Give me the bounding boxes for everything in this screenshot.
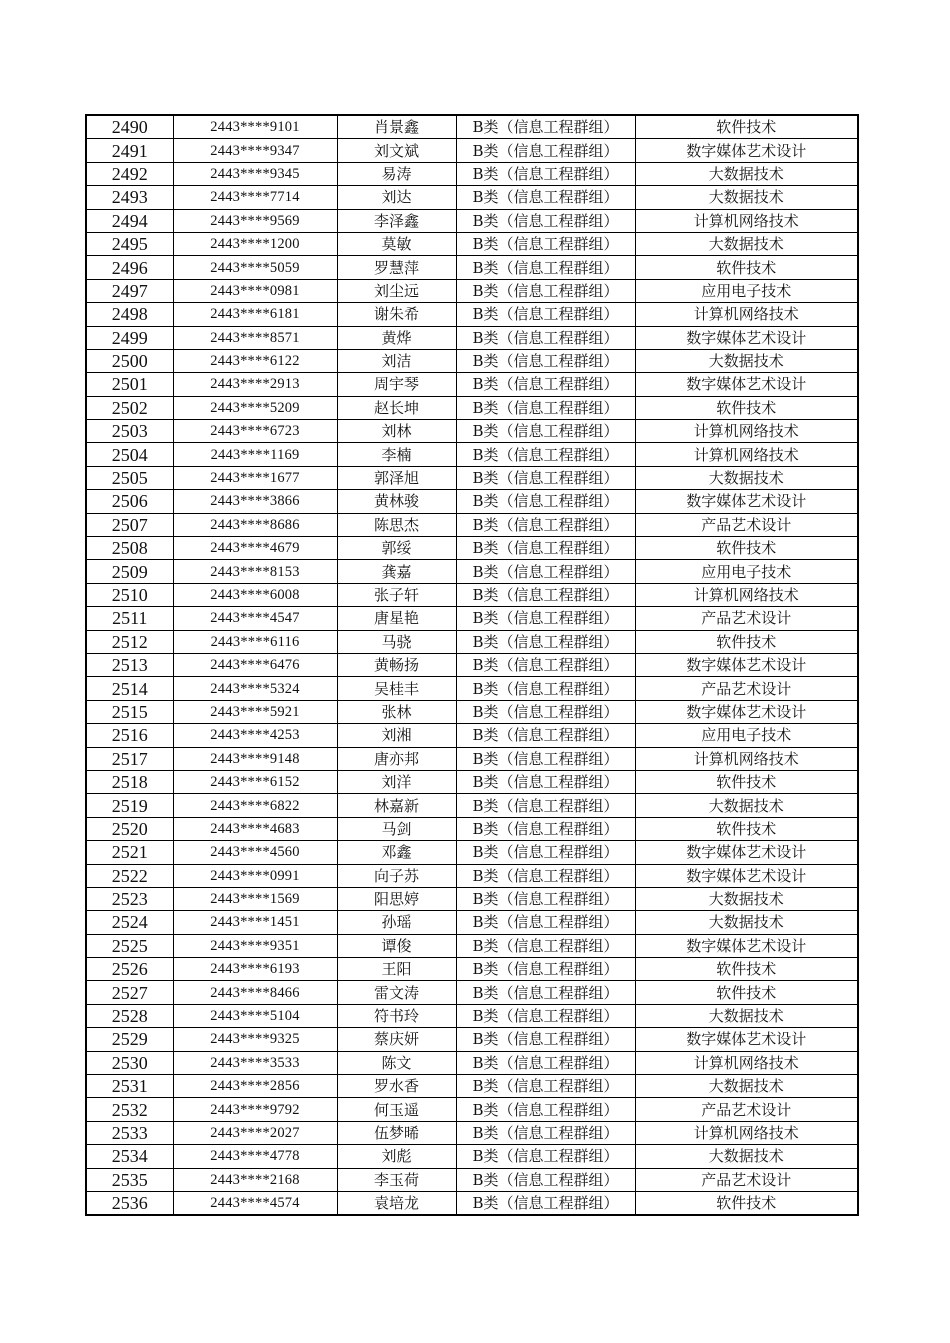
id-cell: 2443****4560 [173,841,337,864]
category-cell: B类（信息工程群组） [456,607,635,630]
id-cell: 2443****9325 [173,1028,337,1051]
major-cell: 数字媒体艺术设计 [635,1028,858,1051]
id-cell: 2443****4574 [173,1191,337,1215]
table-row [86,934,858,957]
name-cell: 郭绥 [337,537,456,560]
table-row [86,537,858,560]
seq-cell: 2519 [86,794,173,817]
major-cell: 大数据技术 [635,349,858,372]
category-cell: B类（信息工程群组） [456,1121,635,1144]
major-cell: 大数据技术 [635,466,858,489]
seq-cell: 2511 [86,607,173,630]
id-cell: 2443****2027 [173,1121,337,1144]
category-cell: B类（信息工程群组） [456,677,635,700]
seq-cell: 2490 [86,115,173,139]
id-cell: 2443****6723 [173,420,337,443]
table-row [86,162,858,185]
seq-cell: 2508 [86,537,173,560]
category-cell: B类（信息工程群组） [456,724,635,747]
name-cell: 李玉荷 [337,1168,456,1191]
table-row [86,747,858,770]
major-cell: 数字媒体艺术设计 [635,841,858,864]
category-cell: B类（信息工程群组） [456,186,635,209]
category-cell: B类（信息工程群组） [456,864,635,887]
name-cell: 何玉遥 [337,1098,456,1121]
id-cell: 2443****2913 [173,373,337,396]
major-cell: 产品艺术设计 [635,677,858,700]
id-cell: 2443****6193 [173,958,337,981]
category-cell: B类（信息工程群组） [456,560,635,583]
name-cell: 易涛 [337,162,456,185]
name-cell: 符书玲 [337,1004,456,1027]
major-cell: 数字媒体艺术设计 [635,864,858,887]
name-cell: 肖景鑫 [337,115,456,139]
major-cell: 软件技术 [635,981,858,1004]
seq-cell: 2523 [86,887,173,910]
seq-cell: 2513 [86,653,173,676]
table-row [86,1145,858,1168]
category-cell: B类（信息工程群组） [456,162,635,185]
category-cell: B类（信息工程群组） [456,1191,635,1215]
name-cell: 孙瑶 [337,911,456,934]
major-cell: 大数据技术 [635,1075,858,1098]
id-cell: 2443****5059 [173,256,337,279]
category-cell: B类（信息工程群组） [456,396,635,419]
id-cell: 2443****8466 [173,981,337,1004]
id-cell: 2443****9101 [173,115,337,139]
id-cell: 2443****9148 [173,747,337,770]
major-cell: 产品艺术设计 [635,1168,858,1191]
category-cell: B类（信息工程群组） [456,256,635,279]
category-cell: B类（信息工程群组） [456,934,635,957]
name-cell: 唐星艳 [337,607,456,630]
name-cell: 罗慧萍 [337,256,456,279]
seq-cell: 2527 [86,981,173,1004]
major-cell: 数字媒体艺术设计 [635,700,858,723]
major-cell: 应用电子技术 [635,724,858,747]
major-cell: 数字媒体艺术设计 [635,490,858,513]
category-cell: B类（信息工程群组） [456,817,635,840]
seq-cell: 2512 [86,630,173,653]
seq-cell: 2521 [86,841,173,864]
major-cell: 产品艺术设计 [635,513,858,536]
category-cell: B类（信息工程群组） [456,958,635,981]
category-cell: B类（信息工程群组） [456,1075,635,1098]
seq-cell: 2534 [86,1145,173,1168]
name-cell: 张林 [337,700,456,723]
major-cell: 大数据技术 [635,232,858,255]
table-row [86,326,858,349]
category-cell: B类（信息工程群组） [456,981,635,1004]
major-cell: 数字媒体艺术设计 [635,139,858,162]
table-row [86,232,858,255]
major-cell: 大数据技术 [635,1145,858,1168]
category-cell: B类（信息工程群组） [456,653,635,676]
major-cell: 产品艺术设计 [635,607,858,630]
id-cell: 2443****9569 [173,209,337,232]
name-cell: 阳思婷 [337,887,456,910]
major-cell: 软件技术 [635,958,858,981]
table-row [86,349,858,372]
table-row [86,466,858,489]
table-row [86,490,858,513]
category-cell: B类（信息工程群组） [456,279,635,302]
id-cell: 2443****6152 [173,770,337,793]
name-cell: 刘达 [337,186,456,209]
seq-cell: 2531 [86,1075,173,1098]
id-cell: 2443****0981 [173,279,337,302]
id-cell: 2443****1677 [173,466,337,489]
seq-cell: 2495 [86,232,173,255]
seq-cell: 2529 [86,1028,173,1051]
table-row [86,794,858,817]
category-cell: B类（信息工程群组） [456,420,635,443]
name-cell: 向子苏 [337,864,456,887]
seq-cell: 2530 [86,1051,173,1074]
category-cell: B类（信息工程群组） [456,139,635,162]
seq-cell: 2535 [86,1168,173,1191]
seq-cell: 2507 [86,513,173,536]
table-row [86,396,858,419]
name-cell: 邓鑫 [337,841,456,864]
category-cell: B类（信息工程群组） [456,700,635,723]
table-row [86,724,858,747]
major-cell: 数字媒体艺术设计 [635,326,858,349]
name-cell: 刘湘 [337,724,456,747]
name-cell: 唐亦邦 [337,747,456,770]
major-cell: 数字媒体艺术设计 [635,653,858,676]
table-row [86,677,858,700]
id-cell: 2443****6122 [173,349,337,372]
category-cell: B类（信息工程群组） [456,443,635,466]
name-cell: 莫敏 [337,232,456,255]
name-cell: 陈文 [337,1051,456,1074]
id-cell: 2443****6822 [173,794,337,817]
category-cell: B类（信息工程群组） [456,513,635,536]
category-cell: B类（信息工程群组） [456,1028,635,1051]
major-cell: 大数据技术 [635,794,858,817]
major-cell: 软件技术 [635,817,858,840]
id-cell: 2443****4683 [173,817,337,840]
id-cell: 2443****4679 [173,537,337,560]
id-cell: 2443****7714 [173,186,337,209]
name-cell: 伍梦晞 [337,1121,456,1144]
seq-cell: 2497 [86,279,173,302]
table-row [86,186,858,209]
major-cell: 计算机网络技术 [635,747,858,770]
id-cell: 2443****1200 [173,232,337,255]
table-row [86,1168,858,1191]
major-cell: 大数据技术 [635,186,858,209]
category-cell: B类（信息工程群组） [456,115,635,139]
id-cell: 2443****8153 [173,560,337,583]
category-cell: B类（信息工程群组） [456,841,635,864]
table-row [86,981,858,1004]
seq-cell: 2493 [86,186,173,209]
id-cell: 2443****6181 [173,303,337,326]
name-cell: 刘尘远 [337,279,456,302]
id-cell: 2443****5324 [173,677,337,700]
seq-cell: 2518 [86,770,173,793]
major-cell: 计算机网络技术 [635,303,858,326]
major-cell: 产品艺术设计 [635,1098,858,1121]
seq-cell: 2503 [86,420,173,443]
seq-cell: 2532 [86,1098,173,1121]
table-row [86,279,858,302]
seq-cell: 2520 [86,817,173,840]
id-cell: 2443****0991 [173,864,337,887]
seq-cell: 2528 [86,1004,173,1027]
table-row [86,583,858,606]
major-cell: 应用电子技术 [635,279,858,302]
category-cell: B类（信息工程群组） [456,770,635,793]
name-cell: 龚嘉 [337,560,456,583]
table-row [86,864,858,887]
id-cell: 2443****4253 [173,724,337,747]
id-cell: 2443****5921 [173,700,337,723]
major-cell: 大数据技术 [635,1004,858,1027]
category-cell: B类（信息工程群组） [456,887,635,910]
seq-cell: 2505 [86,466,173,489]
name-cell: 黄林骏 [337,490,456,513]
table-row [86,1098,858,1121]
id-cell: 2443****1169 [173,443,337,466]
name-cell: 蔡庆妍 [337,1028,456,1051]
major-cell: 计算机网络技术 [635,1121,858,1144]
category-cell: B类（信息工程群组） [456,303,635,326]
category-cell: B类（信息工程群组） [456,1145,635,1168]
name-cell: 刘洁 [337,349,456,372]
category-cell: B类（信息工程群组） [456,537,635,560]
major-cell: 计算机网络技术 [635,443,858,466]
seq-cell: 2494 [86,209,173,232]
major-cell: 大数据技术 [635,911,858,934]
name-cell: 赵长坤 [337,396,456,419]
name-cell: 王阳 [337,958,456,981]
id-cell: 2443****4547 [173,607,337,630]
major-cell: 软件技术 [635,396,858,419]
category-cell: B类（信息工程群组） [456,583,635,606]
id-cell: 2443****3533 [173,1051,337,1074]
id-cell: 2443****6008 [173,583,337,606]
name-cell: 罗水香 [337,1075,456,1098]
table-row [86,607,858,630]
table-row [86,653,858,676]
name-cell: 林嘉新 [337,794,456,817]
name-cell: 刘彪 [337,1145,456,1168]
major-cell: 计算机网络技术 [635,209,858,232]
name-cell: 袁培龙 [337,1191,456,1215]
category-cell: B类（信息工程群组） [456,747,635,770]
major-cell: 软件技术 [635,537,858,560]
major-cell: 软件技术 [635,630,858,653]
id-cell: 2443****4778 [173,1145,337,1168]
table-row [86,513,858,536]
seq-cell: 2525 [86,934,173,957]
name-cell: 张子轩 [337,583,456,606]
seq-cell: 2533 [86,1121,173,1144]
id-cell: 2443****5104 [173,1004,337,1027]
category-cell: B类（信息工程群组） [456,326,635,349]
table-row [86,958,858,981]
id-cell: 2443****9351 [173,934,337,957]
seq-cell: 2509 [86,560,173,583]
name-cell: 谢朱希 [337,303,456,326]
table-row [86,911,858,934]
seq-cell: 2491 [86,139,173,162]
table-row [86,1051,858,1074]
category-cell: B类（信息工程群组） [456,373,635,396]
category-cell: B类（信息工程群组） [456,630,635,653]
name-cell: 刘洋 [337,770,456,793]
table-row [86,1028,858,1051]
table-row [86,1121,858,1144]
major-cell: 数字媒体艺术设计 [635,934,858,957]
seq-cell: 2522 [86,864,173,887]
seq-cell: 2499 [86,326,173,349]
table-row [86,630,858,653]
table-row [86,443,858,466]
id-cell: 2443****1569 [173,887,337,910]
id-cell: 2443****2168 [173,1168,337,1191]
table-row [86,209,858,232]
major-cell: 计算机网络技术 [635,583,858,606]
category-cell: B类（信息工程群组） [456,349,635,372]
table-row [86,420,858,443]
name-cell: 陈思杰 [337,513,456,536]
id-cell: 2443****6476 [173,653,337,676]
id-cell: 2443****9347 [173,139,337,162]
major-cell: 计算机网络技术 [635,420,858,443]
seq-cell: 2516 [86,724,173,747]
category-cell: B类（信息工程群组） [456,1168,635,1191]
seq-cell: 2510 [86,583,173,606]
category-cell: B类（信息工程群组） [456,466,635,489]
table-row [86,1004,858,1027]
seq-cell: 2524 [86,911,173,934]
table-row [86,700,858,723]
id-cell: 2443****6116 [173,630,337,653]
name-cell: 吴桂丰 [337,677,456,700]
name-cell: 雷文涛 [337,981,456,1004]
name-cell: 黄烨 [337,326,456,349]
major-cell: 大数据技术 [635,887,858,910]
major-cell: 软件技术 [635,1191,858,1215]
table-row [86,373,858,396]
table-row [86,115,858,139]
category-cell: B类（信息工程群组） [456,232,635,255]
name-cell: 刘文斌 [337,139,456,162]
name-cell: 黄畅扬 [337,653,456,676]
id-cell: 2443****1451 [173,911,337,934]
table-row [86,841,858,864]
name-cell: 谭俊 [337,934,456,957]
seq-cell: 2502 [86,396,173,419]
id-cell: 2443****3866 [173,490,337,513]
seq-cell: 2492 [86,162,173,185]
major-cell: 计算机网络技术 [635,1051,858,1074]
id-cell: 2443****9792 [173,1098,337,1121]
roster-table-body [86,115,858,1215]
major-cell: 数字媒体艺术设计 [635,373,858,396]
table-row [86,560,858,583]
name-cell: 马剑 [337,817,456,840]
category-cell: B类（信息工程群组） [456,1098,635,1121]
seq-cell: 2526 [86,958,173,981]
category-cell: B类（信息工程群组） [456,1051,635,1074]
table-row [86,887,858,910]
roster-table [85,114,859,1216]
major-cell: 应用电子技术 [635,560,858,583]
major-cell: 大数据技术 [635,162,858,185]
seq-cell: 2506 [86,490,173,513]
name-cell: 郭泽旭 [337,466,456,489]
major-cell: 软件技术 [635,115,858,139]
table-row [86,139,858,162]
seq-cell: 2496 [86,256,173,279]
id-cell: 2443****5209 [173,396,337,419]
name-cell: 李泽鑫 [337,209,456,232]
seq-cell: 2517 [86,747,173,770]
table-row [86,256,858,279]
table-row [86,1075,858,1098]
category-cell: B类（信息工程群组） [456,209,635,232]
name-cell: 刘林 [337,420,456,443]
seq-cell: 2504 [86,443,173,466]
seq-cell: 2514 [86,677,173,700]
table-row [86,770,858,793]
name-cell: 马骁 [337,630,456,653]
category-cell: B类（信息工程群组） [456,794,635,817]
seq-cell: 2500 [86,349,173,372]
category-cell: B类（信息工程群组） [456,1004,635,1027]
major-cell: 软件技术 [635,770,858,793]
table-row [86,817,858,840]
name-cell: 李楠 [337,443,456,466]
table-row [86,1191,858,1215]
seq-cell: 2501 [86,373,173,396]
id-cell: 2443****9345 [173,162,337,185]
name-cell: 周宇琴 [337,373,456,396]
seq-cell: 2498 [86,303,173,326]
id-cell: 2443****8571 [173,326,337,349]
id-cell: 2443****2856 [173,1075,337,1098]
table-row [86,303,858,326]
seq-cell: 2536 [86,1191,173,1215]
id-cell: 2443****8686 [173,513,337,536]
category-cell: B类（信息工程群组） [456,911,635,934]
category-cell: B类（信息工程群组） [456,490,635,513]
seq-cell: 2515 [86,700,173,723]
major-cell: 软件技术 [635,256,858,279]
